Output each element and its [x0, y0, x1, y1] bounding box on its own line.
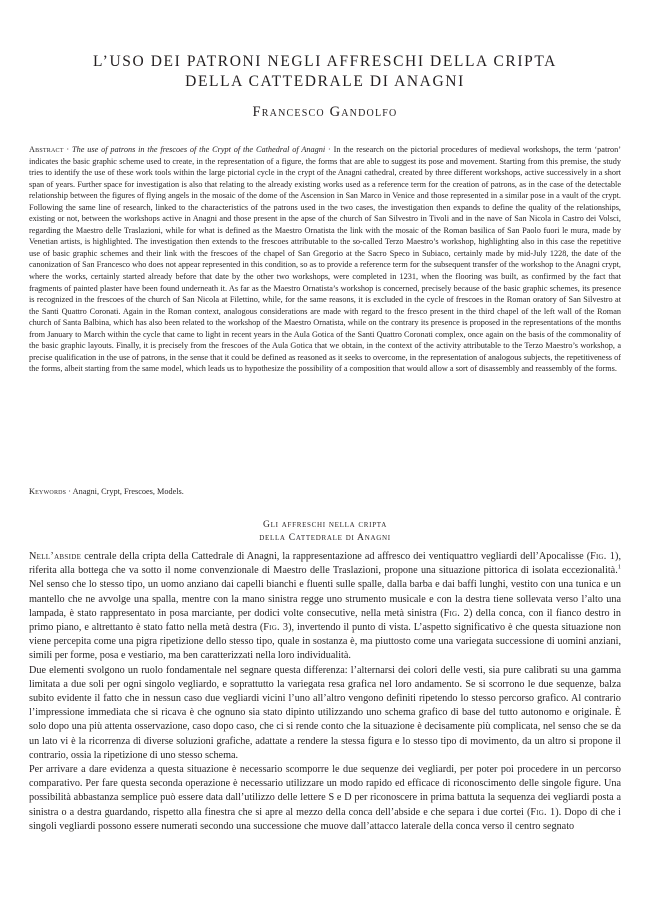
- abstract-label: Abstract: [29, 145, 64, 154]
- paragraph-lead-words: Nell’abside: [29, 551, 82, 562]
- paragraph-1-text-d: ) della conca, con il fianco destro in primo piano, e altrettanto è stato fatto nella metà destra (: [29, 607, 621, 634]
- article-title: [40, 52, 610, 92]
- abstract: [29, 144, 621, 375]
- paragraph-1-text-e: ), invertendo il punto di vista. L’aspetto significativo è che questa situazione non viene percepita come una pigra ripetizione dello stesso tipo, quale in sostanza è, ma piuttosto come una variegata successione di uomini anziani, simili per forme, posa e vestiario, ma ben caratterizzati nella loro individualità.: [29, 622, 621, 662]
- paragraph-3-text-a: Per arrivare a dare evidenza a questa situazione è necessario scomporre le due sequenze dei vegliardi, per poter poi procedere in un percorso comparativo. Per fare questa seconda operazione è necessario utilizzare un modo rapido ed efficace di riconoscimento delle singole figure. Una possibilità abbastanza semplice può essere data dall’utilizzo delle lettere S e D per riconoscere in prima battuta la sequenza dei vegliardi posta a sinistra o a destra guardando, rispetto alla finestra che si apre al mezzo della conca dell’abside e che separa i due cortei (: [29, 764, 621, 818]
- abstract-text: In the research on the pictorial procedures of medieval workshops, the term ‘patron’ indicates the basic graphic scheme used to create, in the representation of a figure, the forms that are able to suggest its pose and movement. Starting from this premise, the study tries to identify the use of these work tools within the large pictorial cycle in the crypt of the Anagni cathedral, created by three different workshops, active successively in a short span of years. Further space for investigation is also that relating to the already existing works used as a reference term for the creation of patrons, as in the case of the detectable relationship between the figures of flying angels in the mosaic of the dome of the Ascension in San Marco in Venice and those represented in a similar pose in a vault of the crypt. Following the same line of research, linked to the characteristics of the patrons used in the two cases, the investigation then expands to define the quality of the relationships, existing or not, between the workshops active in Anagni and those present in the apse of the church of San Silvestro in Tivoli and in the nave of San Nicola in Castro dei Volsci, regarding the Maestro delle Traslazioni, while for what is defined as the Maestro Ornatista the link with the mosaic of the Roman basilica of San Paolo fuori le mura, made by Venetian artists, is highlighted. The investigation then extends to the frescoes attributable to the so-called Terzo Maestro’s workshop, highlighting also in this case the repetitive use of basic graphic schemes and their link with the frescoes of the chapel of San Gregorio at the Sacro Speco in Subiaco, certainly made by mid-July 1228, the date of the canonization of San Francesco who does not appear represented in this condition, so as to provide a reference term for the subsequent transfer of the workshop to the Anagni crypt, where the works, certainly started already before that date by the other two workshops, were completed in 1231, when the flooring was built, as confirmed by the fact that fragments of painted plaster have been found underneath it. As far as the Maestro Ornatista’s workshop is concerned, precisely because of the basic graphic schemes, its presence is recognized in the frescoes of the church of San Nicola at Filettino, while, for the same reasons, it is excluded in the cycle of frescoes in the Roman oratory of San Silvestro at the Santi Quattro Coronati. Again in the Roman context, analogous considerations are made with regard to the fresco present in the third chapel of the left wall of the Roman church of Santa Balbina, which has also been related to the workshop of the Maestro Ornatista, while on the contrary its presence is proposed in the representations of the months from January to March within the cycle that came to light in recent years in the Aula Gotica of the Santi Quattro Coronati complex, once again on the basis of the commonality of the basic graphic layouts. Finally, it is precisely from the frescoes of the Aula Gotica that we obtain, in the context of the activity attributable to the Terzo Maestro’s workshop, a precise qualification in the use of patrons, in the sense that it could be defined as reasoned as it seeks to overcome, in the representation of analogous subjects, the repetitiveness of the forms, albeit starting from the same model, which leads us to hypothesize the possibility of a composition that would allow a sort of disassembly and reassembly of the forms.: [29, 145, 621, 374]
- abstract-separator-2: ·: [325, 145, 334, 154]
- keywords-label: Keywords: [29, 487, 67, 496]
- article-title-line-1: L’USO DEI PATRONI NEGLI AFFRESCHI DELLA CRIPTA: [93, 53, 557, 70]
- paragraph-1-text-b: ), riferita alla bottega che va sotto il nome convenzionale di Maestro delle Traslazioni, propone una situazione pittorica di isolata eccezionalità.: [29, 551, 621, 577]
- figure-ref-1b[interactable]: Fig. 1: [530, 806, 556, 818]
- body-text: [29, 550, 621, 834]
- keywords-list: Anagni, Crypt, Frescoes, Models.: [72, 487, 184, 496]
- paragraph-3-text-b: ). Dopo di che i singoli vegliardi possono essere numerati secondo una successione che muove dall’attacco laterale della conca verso il centro segnato: [29, 806, 621, 832]
- footnote-ref-1[interactable]: 1: [617, 563, 621, 571]
- author-name: Francesco Gandolfo: [252, 104, 398, 120]
- figure-ref-2[interactable]: Fig. 2: [443, 607, 469, 619]
- abstract-english-title: The use of patrons in the frescoes of the Crypt of the Cathedral of Anagni: [72, 145, 326, 154]
- paragraph-1-text-c: Nel senso che lo stesso tipo, un uomo anziano dai capelli bianchi e fluenti sulle spalle, dalla barba e dai baffi lunghi, vestito con una tunica e un mantello che ne avvolge una spalla, mentre con la mano sinistra regge uno strumento musicale e con la destra tiene sollevata verso l’alto una lampada, è stato rappresentato in posa marciante, per dodici volte consecutive, nella metà sinistra (: [29, 579, 621, 619]
- section-heading: [40, 518, 610, 544]
- paragraph-1-text-a: centrale della cripta della Cattedrale di Anagni, la rappresentazione ad affresco dei ventiquattro vegliardi dell’Apocalisse (: [81, 551, 591, 562]
- section-heading-line-1: Gli affreschi nella cripta: [263, 519, 387, 530]
- section-heading-line-2: della Cattedrale di Anagni: [259, 532, 391, 543]
- paragraph-3: [29, 763, 621, 834]
- paragraph-2: Due elementi svolgono un ruolo fondamentale nel segnare questa differenza: l’alternarsi dei colori delle vesti, sia pure calibrati su una gamma limitata a due soli per ogni singolo vegliardo, e soprattutto la variegata resa grafica nel loro andamento. Se si scorrono le due sequenze, balza subito evidente il fatto che in nessun caso due vegliardi vicini l’uno all’altro vengono definiti ripetendo lo stesso percorso grafico. Al contrario l’impressione immediata che si ricava è che ognuno sia stato dipinto utilizzando uno schema grafico di base del tutto autonomo e originale. È solo dopo una più attenta osservazione, caso dopo caso, che ci si rende conto che la situazione è decisamente più complicata, nel senso che se da un lato vi è la ricorrenza di diverse soluzioni grafiche, adattate a rendere la stessa figura e lo stesso tipo di movimento, da un altro si propone il contrario, ossia la ripetizione di uno stesso schema.: [29, 664, 621, 761]
- figure-ref-3[interactable]: Fig. 3: [263, 622, 289, 634]
- abstract-separator: ·: [63, 145, 73, 154]
- figure-ref-1[interactable]: Fig. 1: [590, 551, 616, 562]
- paragraph-1: [29, 550, 621, 664]
- keywords: [29, 486, 621, 498]
- article-title-line-2: DELLA CATTEDRALE DI ANAGNI: [185, 73, 465, 90]
- keywords-separator: ·: [66, 487, 73, 496]
